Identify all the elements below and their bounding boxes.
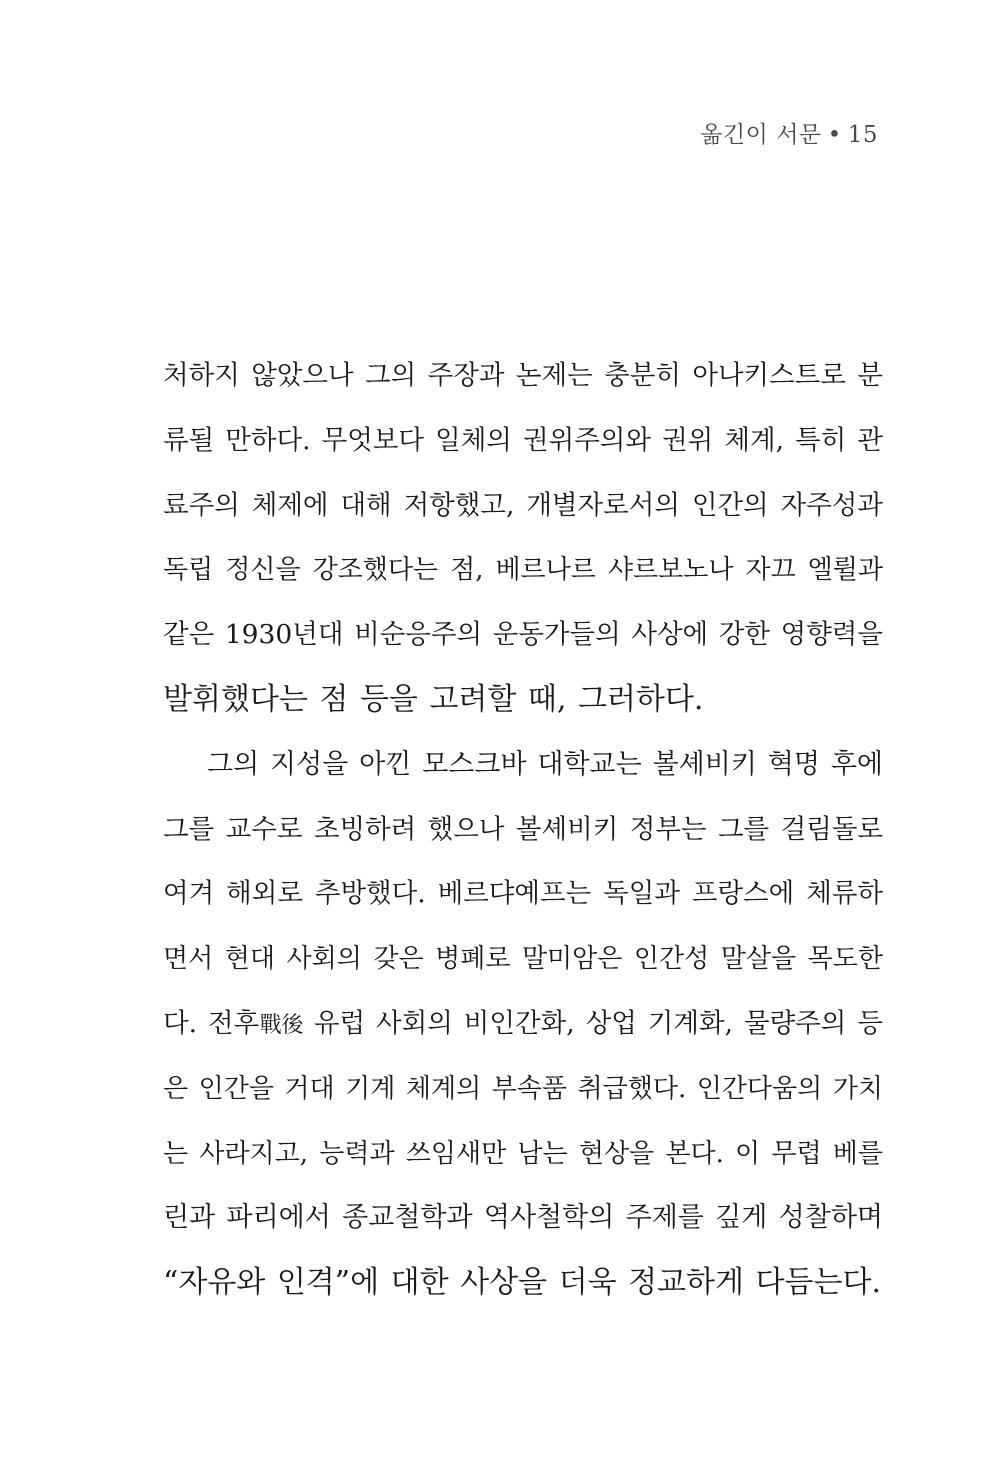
text-segment: 다. 전후 xyxy=(163,1007,260,1039)
text-line: 린과 파리에서 종교철학과 역사철학의 주제를 깊게 성찰하며 xyxy=(163,1202,883,1234)
text-line: 은 인간을 거대 기계 체계의 부속품 취급했다. 인간다움의 가치 xyxy=(163,1073,883,1104)
text-line: 발휘했다는 점 등을 고려할 때, 그러하다. xyxy=(163,681,704,717)
text-line: 독립 정신을 강조했다는 점, 베르나르 샤르보노나 자끄 엘륄과 xyxy=(163,555,883,586)
text-line: 면서 현대 사회의 갖은 병폐로 말미암은 인간성 말살을 목도한 xyxy=(163,944,883,975)
text-line: 그의 지성을 아낀 모스크바 대학교는 볼셰비키 혁명 후에 xyxy=(207,748,883,780)
text-line: 여겨 해외로 추방했다. 베르댜예프는 독일과 프랑스에 체류하 xyxy=(163,878,883,910)
page-number: 15 xyxy=(847,122,878,148)
text-line: 같은 1930년대 비순응주의 운동가들의 사상에 강한 영향력을 xyxy=(163,619,883,651)
text-line: “자유와 인격”에 대한 사상을 더욱 정교하게 다듬는다. xyxy=(163,1265,882,1301)
text-line xyxy=(163,1000,883,1065)
section-title: 옮긴이 서문 xyxy=(700,122,822,148)
text-line: 그를 교수로 초빙하려 했으나 볼셰비키 정부는 그를 걸림돌로 xyxy=(163,813,883,845)
header-separator: • xyxy=(827,122,842,148)
text-segment: 유럽 사회의 비인간화, 상업 기계화, 물량주의 등 xyxy=(313,1007,883,1039)
body-text xyxy=(163,352,883,1324)
running-header xyxy=(700,116,878,149)
text-line: 처하지 않았으나 그의 주장과 논제는 충분히 아나키스트로 분 xyxy=(163,360,883,391)
hanja-annotation: 戰後 xyxy=(259,1012,303,1038)
text-line: 는 사라지고, 능력과 쓰임새만 남는 현상을 본다. 이 무렵 베를 xyxy=(163,1138,883,1169)
text-line: 료주의 체제에 대해 저항했고, 개별자로서의 인간의 자주성과 xyxy=(163,489,883,521)
text-line: 류될 만하다. 무엇보다 일체의 권위주의와 권위 체계, 특히 관 xyxy=(163,424,883,456)
